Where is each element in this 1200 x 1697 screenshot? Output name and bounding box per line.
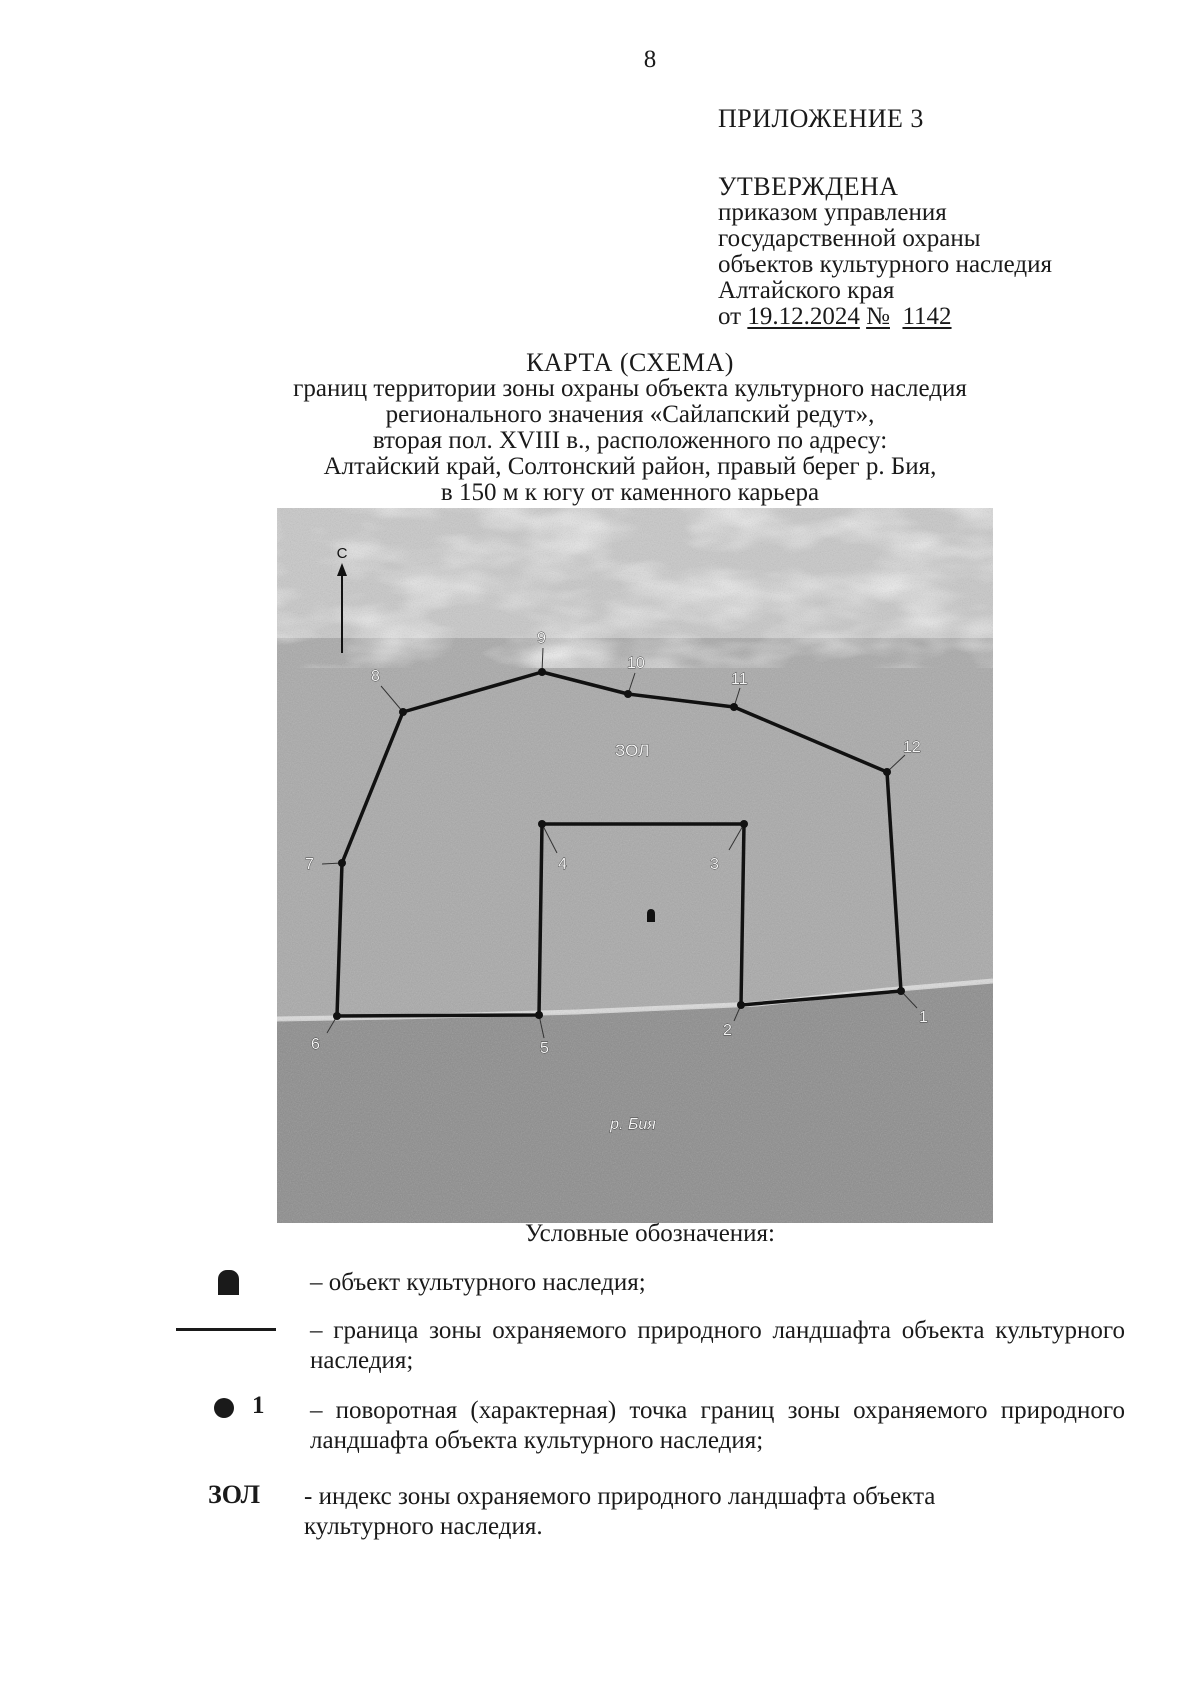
boundary-line-icon (176, 1328, 276, 1331)
turning-point (883, 768, 891, 776)
appendix-label: ПРИЛОЖЕНИЕ 3 (718, 104, 924, 133)
point-label-1: 1 (919, 1009, 928, 1026)
turning-point (538, 820, 546, 828)
turning-point-marker-number: 1 (252, 1392, 265, 1419)
turning-point (535, 1011, 543, 1019)
order-reference (718, 200, 1052, 330)
map-svg (277, 508, 993, 1223)
turning-point (338, 859, 346, 867)
turning-point (538, 668, 546, 676)
turning-point (897, 987, 905, 995)
order-line: государственной охраны (718, 225, 981, 252)
number-sign: № (866, 303, 890, 330)
point-label-7: 7 (305, 856, 314, 873)
heritage-object-icon (218, 1270, 239, 1295)
title-line: регионального значения «Сайлапский редут», (385, 401, 875, 428)
turning-point (740, 820, 748, 828)
order-line: Алтайского края (718, 277, 895, 304)
turning-point-icon (214, 1398, 234, 1418)
legend-item-boundary: – граница зоны охраняемого природного ландшафта объекта культурного наследия; (310, 1317, 1125, 1374)
river-label: р. Бия (610, 1116, 656, 1133)
order-line: приказом управления (718, 199, 947, 226)
turning-point (333, 1012, 341, 1020)
title-line: вторая пол. XVIII в., расположенного по адресу: (372, 427, 888, 454)
point-label-8: 8 (371, 668, 380, 685)
map-title-block (230, 350, 1030, 506)
title-line: в 150 м к югу от каменного карьера (440, 479, 820, 506)
zone-index-label: ЗОЛ (615, 741, 650, 760)
turning-point (399, 708, 407, 716)
date-prefix: от (718, 303, 742, 330)
page-number: 8 (643, 46, 657, 73)
zone-index-marker: ЗОЛ (208, 1480, 261, 1509)
point-label-9: 9 (537, 630, 546, 647)
title-line: Алтайский край, Солтонский район, правый берег р. Бия, (323, 453, 937, 480)
point-label-4: 4 (558, 856, 567, 873)
point-label-6: 6 (311, 1036, 320, 1053)
map-title: КАРТА (СХЕМА) (526, 348, 734, 377)
order-number: 1142 (902, 303, 952, 330)
title-line: границ территории зоны охраны объекта культурного наследия (293, 375, 967, 402)
point-label-11: 11 (731, 671, 748, 688)
legend-item-turning-point: – поворотная (характерная) точка границ зоны охраняемого природного ландшафта объекта культурного наследия; (310, 1397, 1125, 1454)
point-label-3: 3 (710, 856, 719, 873)
legend-item-zone-index: - индекс зоны охраняемого природного ландшафта объекта культурного наследия. (304, 1483, 936, 1540)
point-label-10: 10 (627, 655, 645, 672)
point-label-5: 5 (540, 1040, 549, 1057)
point-label-2: 2 (723, 1022, 732, 1039)
order-date-line (718, 304, 1052, 330)
turning-point (624, 690, 632, 698)
legend-item-heritage: – объект культурного наследия; (310, 1269, 646, 1296)
turning-point (737, 1001, 745, 1009)
order-line: объектов культурного наследия (718, 251, 1052, 278)
map-scheme (277, 508, 993, 1223)
order-date: 19.12.2024 (747, 303, 860, 330)
point-label-12: 12 (903, 739, 921, 756)
turning-point (730, 703, 738, 711)
heritage-object-icon (647, 909, 655, 922)
legend-title: Условные обозначения: (524, 1220, 776, 1247)
approved-label: УТВЕРЖДЕНА (718, 172, 899, 201)
north-label: С (336, 545, 348, 562)
